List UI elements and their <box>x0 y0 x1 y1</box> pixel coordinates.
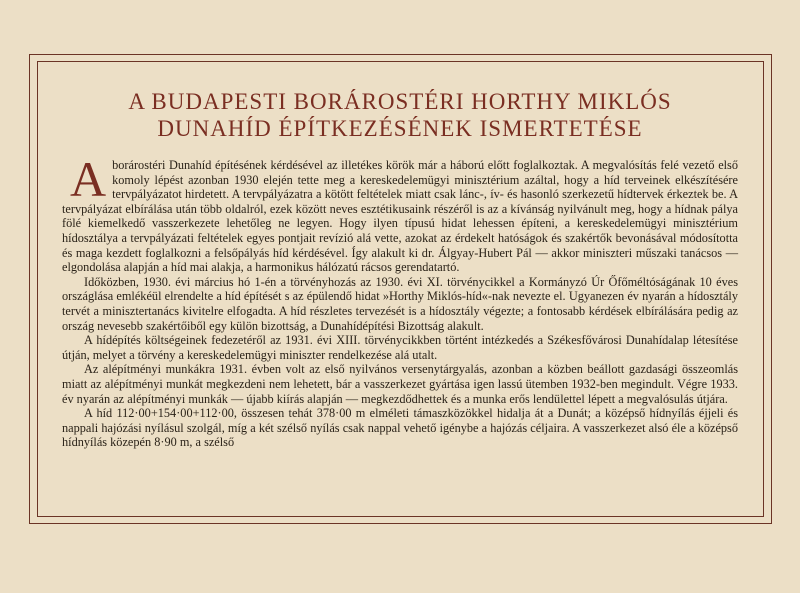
paragraph-5: A híd 112·00+154·00+112·00, összesen tehát 378·00 m elméleti támaszközökkel hidalja át a Dunát; a középső hídnyílás éjjeli és nappali hajózási nyílásul szolgál, míg a két szélső nyílás csak nappal vehető igénybe a hajózás céljaira. A vasszerkezet alsó éle a középső hídnyílás közepén 8·90 m, a szélső <box>62 406 738 450</box>
paragraph-3: A hídépítés költségeinek fedezetéről az 1931. évi XIII. törvénycikkben történt intézkedés a Székesfővárosi Dunahídalap létesítése útján, melyet a törvény a kereskedelemügyi miniszter rendelkezése alá utalt. <box>62 333 738 362</box>
document-title <box>60 88 740 142</box>
paragraph-2: Időközben, 1930. évi március hó 1-én a törvényhozás az 1930. évi XI. törvénycikkel a Kormányzó Úr Őfőméltóságának 10 éves országlása emlékéül elrendelte a híd építését s az épülendő hidat »Horthy Miklós-híd«-nak nevezte el. Ugyanezen év nyarán a hídosztály tervét a minisztertanács kivitelre elfogadta. A híd részletes tervezését is a hídosztály végezte; a fontosabb kérdések elbírálására pedig az ország nevesebb szakértőiből egy külön bizottság, a Dunahídépítési Bizottság alakult. <box>62 274 738 333</box>
document-body <box>62 151 738 450</box>
paragraph-1: borárostéri Dunahíd építésének kérdésével az illetékes körök már a háború előtt foglalkoztak. A megvalósítás felé vezető első komoly lépést azonban 1930 elején tette meg a kereskedelemügyi minisztérium azáltal, hogy a híd terveinek elkészítésére tervpályázatot hirdetett. A tervpályázatra a kötött feltételek miatt csak lánc-, ív- és hasonló szerkezetű hídtervek érkeztek be. A tervpályázat elbírálása után több oldalról, ezek között neves esztétikusaink részéről is az a kívánság nyilvánult meg, hogy a hídnak pálya fölé kiemelkedő vasszerkezete lehetőleg ne legyen. Hogy ilyen típusú hidat lehessen építeni, a kereskedelemügyi minisztérium hídosztálya a tervpályázati feltételek egyes pontjait revízió alá vette, azokat az érdekelt hatóságok és szakértők bevonásával módosította és maga kezdett foglalkozni a felsőpályás híd kérdésével. Így alakult ki dr. Álgyay-Hubert Pál — akkor miniszteri műszaki tanácsos — elgondolása alapján a híd mai alakja, a harmonikus hálózatú rácsos gerendatartó. <box>62 158 738 275</box>
title-line-1: A BUDAPESTI BORÁROSTÉRI HORTHY MIKLÓS <box>128 89 672 114</box>
drop-cap: A <box>70 151 107 207</box>
paragraph-4: Az alépítményi munkákra 1931. évben volt az első nyilvános versenytárgyalás, azonban a közben beállott gazdasági összeomlás miatt az alépítményi munkát megkezdeni nem lehetett, bár a vasszerkezet gyártása igen lassú ütemben 1932-ben megindult. Végre 1933. év nyarán az alépítményi munkák — újabb kiírás alapján — megkezdődhettek és a munka erős lendülettel lépett a megvalósulás útjára. <box>62 362 738 406</box>
title-line-2: DUNAHÍD ÉPÍTKEZÉSÉNEK ISMERTETÉSE <box>157 116 643 141</box>
